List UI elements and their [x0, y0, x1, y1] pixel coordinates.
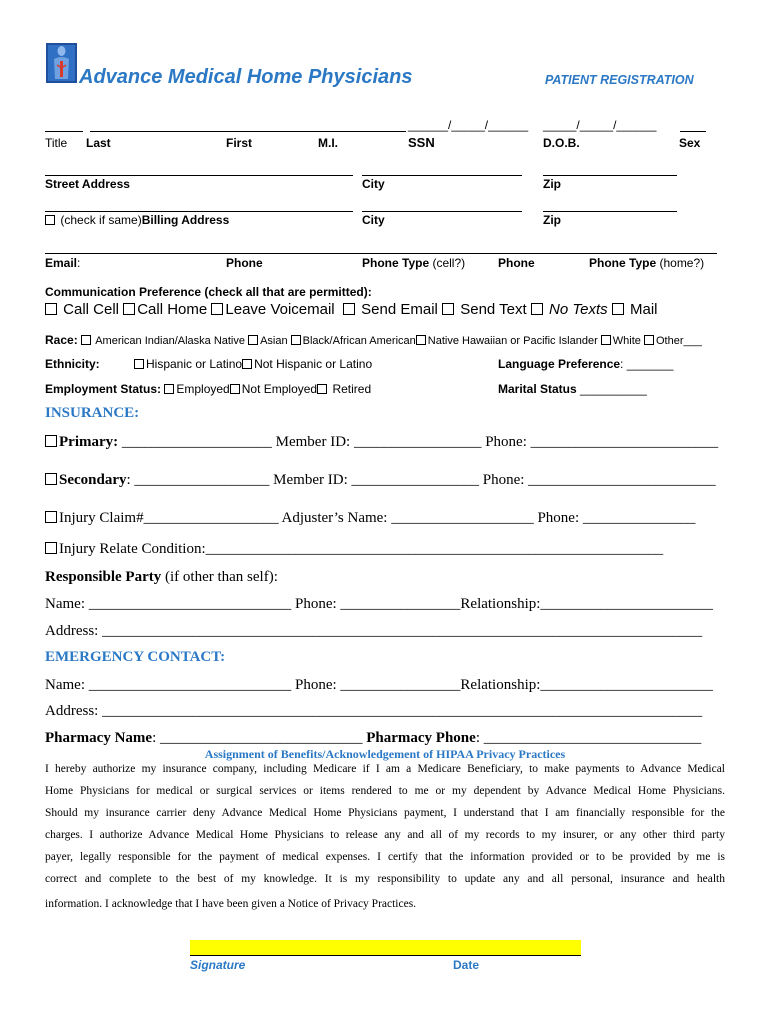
not-employed-option[interactable]: Not Employed	[230, 382, 317, 396]
employment-status-label: Employment Status:	[45, 382, 162, 396]
leave-voicemail-option[interactable]: Leave Voicemail	[211, 301, 334, 318]
billing-city-field[interactable]	[362, 211, 522, 212]
name-field[interactable]	[90, 131, 406, 132]
dob-label: D.O.B.	[543, 136, 580, 150]
ethnicity-options	[134, 357, 372, 371]
employed-option[interactable]: Employed	[164, 382, 229, 396]
title-field[interactable]	[45, 131, 83, 132]
date-label: Date	[453, 958, 480, 972]
signature-label: Signature	[190, 958, 246, 972]
employment-row	[45, 382, 371, 396]
signature-field[interactable]	[190, 940, 581, 956]
send-email-option[interactable]: Send Email	[343, 301, 438, 318]
injury-relate-checkbox[interactable]	[45, 542, 57, 554]
hispanic-option[interactable]: Hispanic or Latino	[134, 357, 242, 371]
marital-status-label: Marital Status	[498, 382, 577, 396]
injury-claim-checkbox[interactable]	[45, 511, 57, 523]
race-option-asian[interactable]: Asian	[248, 335, 288, 347]
ssn-label: SSN	[408, 135, 435, 150]
street-address-field[interactable]	[45, 175, 353, 176]
billing-zip-field[interactable]	[543, 211, 677, 212]
primary-checkbox[interactable]	[45, 435, 57, 447]
last-name-label: Last	[86, 136, 111, 150]
responsible-party-heading: Responsible Party (if other than self):	[45, 569, 278, 585]
zip-label: Zip	[543, 177, 561, 191]
race-option-native-hawaiian[interactable]: Native Hawaiian or Pacific Islander	[416, 335, 598, 347]
phone-type-cell-label: Phone Type (cell?)	[362, 256, 466, 270]
race-option-black[interactable]: Black/African American	[291, 335, 416, 347]
responsible-name-row[interactable]: Name: ___________________________ Phone: ________________Relationship:_______________________	[45, 596, 713, 612]
marital-status-field[interactable]: Marital Status __________	[498, 382, 647, 396]
injury-relate-row[interactable]: Injury Relate Condition:_____________________________________________________________	[45, 541, 663, 558]
city-field[interactable]	[362, 175, 522, 176]
responsible-address-row[interactable]: Address: ________________________________________________________________________________	[45, 623, 703, 639]
patient-registration-label: PATIENT REGISTRATION	[545, 73, 694, 87]
primary-insurance-row[interactable]: Primary: ____________________ Member ID: _________________ Phone: _________________________	[45, 434, 718, 451]
phone-label: Phone	[226, 256, 263, 270]
page-title: Advance Medical Home Physicians	[79, 66, 413, 88]
billing-city-label: City	[362, 213, 385, 227]
retired-option[interactable]: Retired	[317, 382, 371, 396]
assignment-heading: Assignment of Benefits/Acknowledgement of HIPAA Privacy Practices	[204, 747, 566, 761]
call-home-option[interactable]: Call Home	[123, 301, 207, 318]
language-preference-label: Language Preference	[498, 357, 621, 371]
secondary-checkbox[interactable]	[45, 473, 57, 485]
emergency-name-row[interactable]: Name: ___________________________ Phone: ________________Relationship:_______________________	[45, 677, 713, 693]
street-address-label: Street Address	[45, 177, 130, 191]
billing-check-label: (check if same)	[60, 213, 142, 227]
send-text-option[interactable]: Send Text	[442, 301, 527, 318]
contact-field-line[interactable]	[45, 253, 717, 254]
race-option-other[interactable]: Other___	[644, 335, 702, 347]
logo-icon	[46, 43, 77, 83]
billing-zip-label: Zip	[543, 213, 561, 227]
zip-field[interactable]	[543, 175, 677, 176]
language-preference-field[interactable]: Language Preference: _______	[498, 357, 674, 371]
sex-field[interactable]	[680, 131, 706, 132]
sex-label: Sex	[679, 136, 701, 150]
billing-address-label: Billing Address	[141, 213, 230, 227]
communication-options	[45, 301, 658, 318]
billing-same-checkbox[interactable]	[45, 213, 229, 227]
billing-address-field[interactable]	[45, 211, 353, 212]
phone2-label: Phone	[498, 256, 535, 270]
insurance-heading: INSURANCE:	[45, 405, 140, 421]
phone-type-home-label: Phone Type (home?)	[589, 256, 705, 270]
city-label: City	[362, 177, 385, 191]
no-texts-option[interactable]: No Texts	[531, 301, 608, 318]
dob-field[interactable]: _____/_____/______	[543, 118, 657, 132]
race-option-american-indian[interactable]: American Indian/Alaska Native	[81, 335, 245, 347]
race-row	[45, 333, 702, 347]
ssn-field[interactable]: ______/_____/______	[408, 118, 529, 132]
call-cell-option[interactable]: Call Cell	[45, 301, 119, 318]
title-label: Title	[45, 136, 68, 150]
first-name-label: First	[226, 136, 253, 150]
injury-claim-row[interactable]: Injury Claim#__________________ Adjuster’s Name: ___________________ Phone: _______________	[45, 510, 695, 527]
checkbox-icon	[45, 215, 55, 225]
emergency-contact-heading: EMERGENCY CONTACT:	[45, 649, 226, 665]
secondary-insurance-row[interactable]: Secondary: __________________ Member ID: _________________ Phone: _________________________	[45, 472, 716, 489]
not-hispanic-option[interactable]: Not Hispanic or Latino	[242, 357, 372, 371]
middle-initial-label: M.I.	[318, 136, 338, 150]
email-label: Email:	[45, 256, 81, 270]
race-label: Race:	[45, 333, 78, 347]
emergency-address-row[interactable]: Address: ________________________________________________________________________________	[45, 703, 703, 719]
mail-option[interactable]: Mail	[612, 301, 658, 318]
pharmacy-row[interactable]: Pharmacy Name: ___________________________ Pharmacy Phone: _____________________________	[45, 730, 702, 746]
ethnicity-label: Ethnicity:	[45, 357, 100, 371]
race-option-white[interactable]: White	[601, 335, 641, 347]
assignment-text: I hereby authorize my insurance company, including Medicare if I am a Medicare Beneficiary, to make payments to Advance Medical Home Physicians for medical or surgical services or items rendered to me or my dependent by Advance Medical Home Physicians. Should my insurance carrier deny Advance Medical Home Physicians payment, I understand that I am financially responsible for the charges. I authorize Advance Medical Home Physicians to release any and all of my records to my insurer, or any other third party payer, legally responsible for the payment of medical expenses. I certify that the information provided or to be provided by me is correct and complete to the best of my knowledge. It is my responsibility to update any and all personal, insurance and health information. I acknowledge that I have been given a Notice of Privacy Practices.	[45, 763, 725, 910]
communication-preference-label: Communication Preference (check all that are permitted):	[45, 285, 372, 299]
